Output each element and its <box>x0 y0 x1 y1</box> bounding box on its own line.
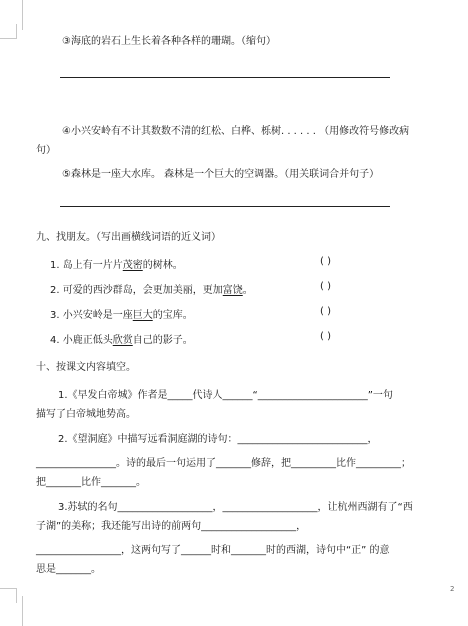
s9-q4-underlined: 欣赏 <box>112 335 133 346</box>
s9-question-4 <box>50 331 193 346</box>
s9-q1-post: 的树林。 <box>142 260 183 271</box>
s9-q4-answer-paren[interactable]: ( ) <box>320 331 331 342</box>
s10-q2-line1[interactable]: 2.《望洞庭》中描写远看洞庭湖的诗句：__________________________， <box>58 434 378 445</box>
crop-mark-bottom-left <box>0 588 17 603</box>
s9-heading: 九、找朋友。（写出画横线词语的近义词） <box>36 232 221 243</box>
s10-q1-line2: 描写了白帝城地势高。 <box>36 409 136 420</box>
s8-item-3-answer-line[interactable] <box>60 77 390 78</box>
s10-q2-line3[interactable]: 把_______比作_______。 <box>36 477 146 488</box>
s10-heading: 十、按课文内容填空。 <box>36 362 136 373</box>
s9-q4-pre: 4. 小鹿正低头 <box>50 335 113 346</box>
s9-q2-answer-paren[interactable]: ( ) <box>320 281 331 292</box>
s9-q3-post: 的宝库。 <box>152 310 193 321</box>
s10-q3-line1[interactable]: 3.苏轼的名句___________________，___________________，让杭州西湖有了“西 <box>58 502 413 513</box>
s9-q2-underlined: 富饶 <box>222 285 243 296</box>
s8-item-4-line2: 句） <box>36 145 56 156</box>
s10-q3-line4[interactable]: 思是_______。 <box>36 564 101 575</box>
s9-q1-underlined: 茂密 <box>122 260 143 271</box>
crop-mark-bottom-left-vertical <box>22 596 24 626</box>
s8-item-5: ⑤森林是一座大水库。 森林是一个巨大的空调器。（用关联词合并句子） <box>62 169 380 180</box>
crop-mark-top-left <box>0 24 17 39</box>
s10-q3-line3[interactable]: _________________，这两句写了______时和_______时的西湖，诗句中“正” 的意 <box>36 545 390 556</box>
s10-q2-line2[interactable]: ________________。诗的最后一句运用了_______修辞，把_________比作_________； <box>36 458 411 469</box>
s9-q1-pre: 1. 岛上有一片片 <box>50 260 123 271</box>
s9-q3-underlined: 巨大 <box>132 310 153 321</box>
s8-item-3: ③海底的岩石上生长着各种各样的珊瑚。（缩句） <box>62 36 276 47</box>
s9-q3-answer-paren[interactable]: ( ) <box>320 306 331 317</box>
s9-q2-post: 。 <box>242 285 253 296</box>
crop-mark-top-left-vertical <box>22 0 24 30</box>
page-number: 2 <box>450 585 455 593</box>
s9-q3-pre: 3. 小兴安岭是一座 <box>50 310 133 321</box>
s9-q2-pre: 2. 可爱的西沙群岛，会更加美丽，更加 <box>50 285 223 296</box>
s8-item-4-line1: ④小兴安岭有不计其数数不清的红松、白桦、栎树. . . . . . （用修改符号修改病 <box>62 126 410 137</box>
s9-q4-post: 自己的影子。 <box>132 335 193 346</box>
s9-question-2 <box>50 281 253 296</box>
s9-question-1 <box>50 256 183 271</box>
s9-question-3 <box>50 306 193 321</box>
s9-q1-answer-paren[interactable]: ( ) <box>320 256 331 267</box>
s10-q1-line1[interactable]: 1.《早发白帝城》作者是_____代诗人______“______________________”一句 <box>58 390 393 401</box>
s8-item-5-answer-line[interactable] <box>60 206 390 207</box>
s10-q3-line2[interactable]: 子湖”的美称；我还能写出诗的前两句___________________， <box>36 521 307 532</box>
